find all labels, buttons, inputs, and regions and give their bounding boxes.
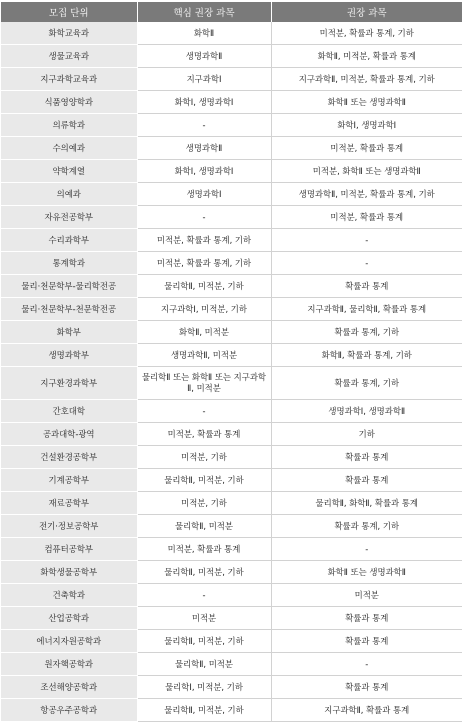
- admission-unit-cell: 의류학과: [1, 114, 137, 137]
- admission-unit-cell: 수리과학부: [1, 229, 137, 252]
- recommended-subjects-cell: -: [271, 538, 462, 561]
- table-row: [1, 538, 462, 561]
- core-subjects-cell: -: [137, 206, 271, 229]
- recommended-subjects-cell: 확률과 통계: [271, 676, 462, 699]
- recommended-subjects-cell: 미적분: [271, 584, 462, 607]
- recommended-subjects-cell: 물리학Ⅱ, 화학Ⅱ, 확률과 통계: [271, 492, 462, 515]
- admission-unit-cell: 건축학과: [1, 584, 137, 607]
- core-subjects-cell: -: [137, 584, 271, 607]
- core-subjects-cell: 물리학Ⅱ, 미적분, 기하: [137, 630, 271, 653]
- table-row: [1, 344, 462, 367]
- table-row: [1, 515, 462, 538]
- admission-unit-cell: 공과대학-광역: [1, 423, 137, 446]
- admission-unit-cell: 전기·정보공학부: [1, 515, 137, 538]
- admission-unit-cell: 화학부: [1, 321, 137, 344]
- recommended-subjects-cell: 확률과 통계, 기하: [271, 321, 462, 344]
- core-subjects-cell: 지구과학Ⅰ, 미적분, 기하: [137, 298, 271, 321]
- recommended-subjects-cell: 확률과 통계: [271, 469, 462, 492]
- table-row: [1, 653, 462, 676]
- header-admission-unit: 모집 단위: [1, 2, 137, 22]
- header-row: [1, 2, 462, 22]
- core-subjects-cell: 물리학Ⅱ, 미적분: [137, 653, 271, 676]
- table-row: [1, 321, 462, 344]
- core-subjects-cell: 생명과학Ⅱ: [137, 45, 271, 68]
- recommended-subjects-cell: 확률과 통계, 기하: [271, 515, 462, 538]
- header-recommended-subjects: 권장 과목: [271, 2, 462, 22]
- core-subjects-cell: 물리학Ⅱ 또는 화학Ⅱ 또는 지구과학Ⅱ, 미적분: [137, 367, 271, 400]
- recommended-subjects-cell: 화학Ⅱ 또는 생명과학Ⅱ: [271, 91, 462, 114]
- recommended-subjects-cell: 미적분, 확률과 통계, 기하: [271, 22, 462, 45]
- core-subjects-cell: 생명과학Ⅱ: [137, 137, 271, 160]
- admission-unit-cell: 항공우주공학과: [1, 699, 137, 722]
- header-core-subjects: 핵심 권장 과목: [137, 2, 271, 22]
- recommended-subjects-cell: 확률과 통계: [271, 607, 462, 630]
- recommended-subjects-cell: 확률과 통계: [271, 275, 462, 298]
- core-subjects-cell: 물리학Ⅱ, 미적분, 기하: [137, 561, 271, 584]
- recommended-subjects-cell: 화학Ⅱ, 확률과 통계, 기하: [271, 344, 462, 367]
- admission-unit-cell: 지구과학교육과: [1, 68, 137, 91]
- admission-unit-cell: 간호대학: [1, 400, 137, 423]
- admission-unit-cell: 원자핵공학과: [1, 653, 137, 676]
- table-row: [1, 68, 462, 91]
- core-subjects-cell: 미적분, 확률과 통계, 기하: [137, 229, 271, 252]
- table-row: [1, 446, 462, 469]
- recommended-subjects-cell: 생명과학Ⅰ, 생명과학Ⅱ: [271, 400, 462, 423]
- core-subjects-cell: 물리학Ⅱ, 미적분: [137, 515, 271, 538]
- core-subjects-cell: -: [137, 114, 271, 137]
- table-row: [1, 137, 462, 160]
- recommended-subjects-cell: 화학Ⅰ, 생명과학Ⅰ: [271, 114, 462, 137]
- table-row: [1, 183, 462, 206]
- admission-unit-cell: 통계학과: [1, 252, 137, 275]
- core-subjects-cell: 생명과학Ⅰ: [137, 183, 271, 206]
- admission-unit-cell: 식품영양학과: [1, 91, 137, 114]
- admission-unit-cell: 수의예과: [1, 137, 137, 160]
- recommended-subjects-cell: 화학Ⅱ 또는 생명과학Ⅱ: [271, 561, 462, 584]
- table-row: [1, 400, 462, 423]
- table-row: [1, 607, 462, 630]
- table-row: [1, 492, 462, 515]
- table-row: [1, 630, 462, 653]
- core-subjects-cell: 물리학Ⅱ, 미적분, 기하: [137, 275, 271, 298]
- recommended-subjects-cell: 확률과 통계, 기하: [271, 367, 462, 400]
- table-header: [1, 2, 462, 22]
- recommended-subjects-cell: 화학Ⅱ, 미적분, 확률과 통계: [271, 45, 462, 68]
- core-subjects-cell: 물리학Ⅱ, 미적분, 기하: [137, 699, 271, 722]
- recommended-subjects-table: [1, 2, 462, 722]
- table-row: [1, 584, 462, 607]
- recommended-subjects-cell: -: [271, 229, 462, 252]
- table-row: [1, 423, 462, 446]
- admission-unit-cell: 조선해양공학과: [1, 676, 137, 699]
- table-row: [1, 229, 462, 252]
- admission-unit-cell: 의예과: [1, 183, 137, 206]
- core-subjects-cell: 미적분, 기하: [137, 446, 271, 469]
- recommended-subjects-cell: 생명과학Ⅱ, 미적분, 확률과 통계, 기하: [271, 183, 462, 206]
- core-subjects-cell: 화학Ⅱ: [137, 22, 271, 45]
- core-subjects-cell: 화학Ⅰ, 생명과학Ⅰ: [137, 160, 271, 183]
- core-subjects-cell: 화학Ⅰ, 생명과학Ⅰ: [137, 91, 271, 114]
- admission-unit-cell: 기계공학부: [1, 469, 137, 492]
- recommended-subjects-cell: 미적분, 화학Ⅱ 또는 생명과학Ⅱ: [271, 160, 462, 183]
- admission-unit-cell: 화학교육과: [1, 22, 137, 45]
- recommended-subjects-cell: -: [271, 653, 462, 676]
- table-row: [1, 676, 462, 699]
- admission-unit-cell: 산업공학과: [1, 607, 137, 630]
- table-row: [1, 91, 462, 114]
- table-row: [1, 699, 462, 722]
- admission-unit-cell: 에너지자원공학과: [1, 630, 137, 653]
- core-subjects-cell: 미적분, 확률과 통계, 기하: [137, 252, 271, 275]
- table-row: [1, 22, 462, 45]
- recommended-subjects-cell: -: [271, 252, 462, 275]
- table-body: [1, 22, 462, 722]
- table-row: [1, 469, 462, 492]
- admission-unit-cell: 물리·천문학부-천문학전공: [1, 298, 137, 321]
- core-subjects-cell: 물리학Ⅰ, 미적분, 기하: [137, 676, 271, 699]
- admission-unit-cell: 생물교육과: [1, 45, 137, 68]
- table-row: [1, 275, 462, 298]
- core-subjects-cell: 미적분: [137, 607, 271, 630]
- table-row: [1, 206, 462, 229]
- core-subjects-cell: 미적분, 확률과 통계: [137, 423, 271, 446]
- admission-unit-cell: 약학계열: [1, 160, 137, 183]
- admission-unit-cell: 화학생물공학부: [1, 561, 137, 584]
- core-subjects-cell: 미적분, 확률과 통계: [137, 538, 271, 561]
- recommended-subjects-cell: 확률과 통계: [271, 446, 462, 469]
- recommended-subjects-cell: 확률과 통계: [271, 630, 462, 653]
- table-row: [1, 45, 462, 68]
- core-subjects-cell: 화학Ⅱ, 미적분: [137, 321, 271, 344]
- recommended-subjects-cell: 지구과학Ⅱ, 물리학Ⅱ, 확률과 통계: [271, 298, 462, 321]
- table-row: [1, 367, 462, 400]
- core-subjects-cell: 생명과학Ⅱ, 미적분: [137, 344, 271, 367]
- recommended-subjects-cell: 기하: [271, 423, 462, 446]
- core-subjects-cell: 미적분, 기하: [137, 492, 271, 515]
- core-subjects-cell: -: [137, 400, 271, 423]
- table-row: [1, 298, 462, 321]
- admission-unit-cell: 물리·천문학부-물리학전공: [1, 275, 137, 298]
- recommended-subjects-cell: 지구과학Ⅱ, 확률과 통계: [271, 699, 462, 722]
- admission-unit-cell: 생명과학부: [1, 344, 137, 367]
- admission-unit-cell: 건설환경공학부: [1, 446, 137, 469]
- core-subjects-cell: 지구과학Ⅰ: [137, 68, 271, 91]
- recommended-subjects-cell: 미적분, 확률과 통계: [271, 137, 462, 160]
- table-row: [1, 252, 462, 275]
- recommended-subjects-cell: 미적분, 확률과 통계: [271, 206, 462, 229]
- admission-unit-cell: 자유전공학부: [1, 206, 137, 229]
- table-row: [1, 160, 462, 183]
- table-row: [1, 114, 462, 137]
- admission-unit-cell: 지구환경과학부: [1, 367, 137, 400]
- admission-unit-cell: 컴퓨터공학부: [1, 538, 137, 561]
- table-row: [1, 561, 462, 584]
- recommended-subjects-table-container: [1, 2, 462, 722]
- core-subjects-cell: 물리학Ⅱ, 미적분, 기하: [137, 469, 271, 492]
- admission-unit-cell: 재료공학부: [1, 492, 137, 515]
- recommended-subjects-cell: 지구과학Ⅱ, 미적분, 확률과 통계, 기하: [271, 68, 462, 91]
